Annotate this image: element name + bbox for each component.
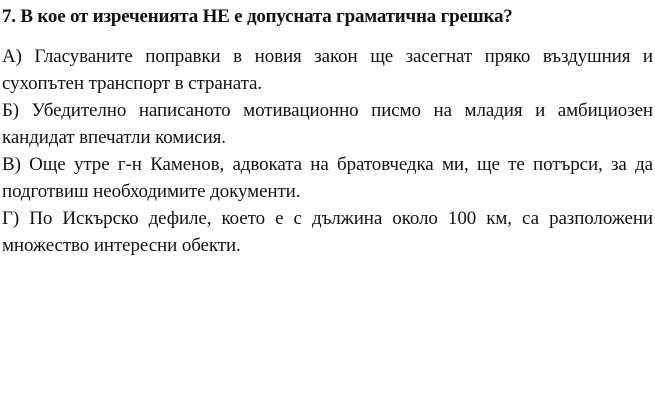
option-a: А) Гласуваните поправки в новия закон ще засегнат пряко въздушния и сухопътен транспорт в страната.	[2, 46, 653, 94]
answer-options	[2, 43, 653, 259]
option-d: Г) По Искърско дефиле, което е с дължина около 100 км, са разположени множество интересни обекти.	[2, 208, 653, 256]
question-title: 7. В кое от изреченията НЕ е допусната граматична грешка?	[2, 6, 513, 27]
option-c: В) Още утре г-н Каменов, адвоката на братовчедка ми, ще те потърси, за да подготвиш необходимите документи.	[2, 154, 653, 202]
option-b: Б) Убедително написаното мотивационно писмо на младия и амбициозен кандидат впечатли комисия.	[2, 100, 653, 148]
